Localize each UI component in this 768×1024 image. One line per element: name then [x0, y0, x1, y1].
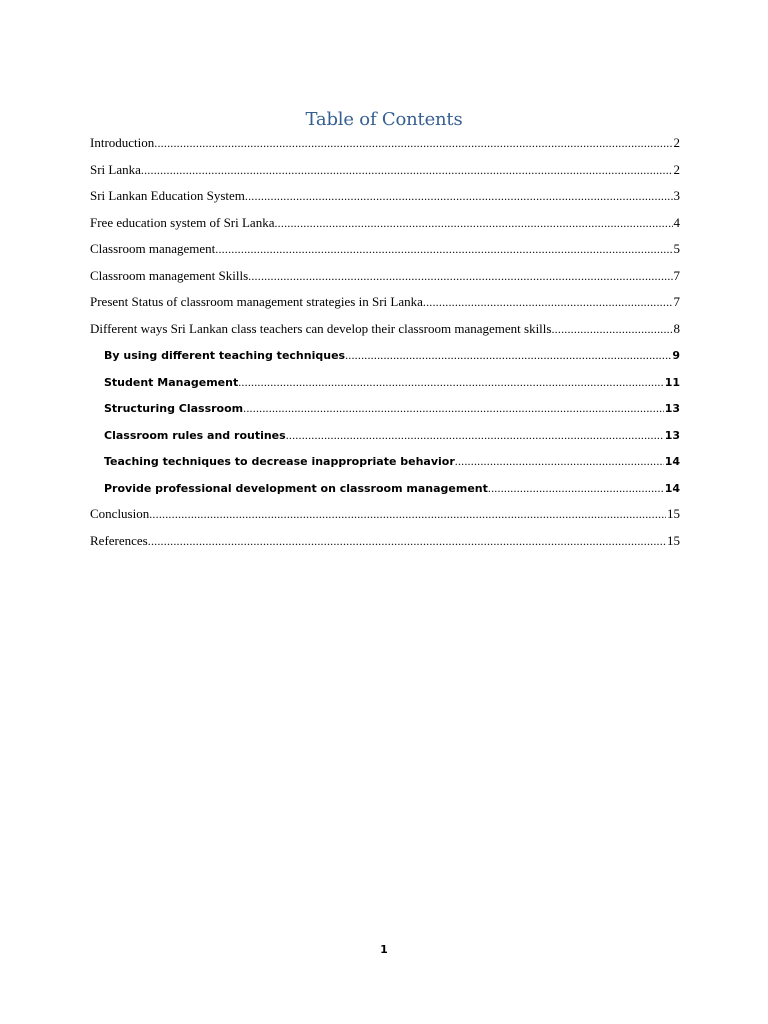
toc-entry-text: Student Management — [104, 375, 239, 389]
toc-entry-rules-routines[interactable] — [90, 425, 680, 452]
toc-dot-leader — [286, 425, 664, 446]
toc-dot-leader — [238, 372, 663, 393]
toc-entry-references[interactable] — [90, 531, 680, 558]
toc-entry-text: Classroom management — [90, 241, 216, 256]
toc-entry-page: 15 — [667, 506, 680, 521]
page-number: 1 — [380, 943, 388, 956]
toc-entry-page: 2 — [673, 135, 680, 150]
toc-entry-text: Structuring Classroom — [104, 402, 244, 415]
toc-entry-classroom-management[interactable] — [90, 239, 680, 266]
toc-dot-leader — [274, 213, 672, 233]
toc-entry-decrease-behavior[interactable] — [90, 451, 680, 478]
toc-dot-leader — [551, 319, 672, 339]
toc-entry-text: By using different teaching techniques — [104, 349, 346, 362]
toc-entry-text: Teaching techniques to decrease inappropriate behavior — [104, 455, 455, 468]
toc-entry-page: 14 — [664, 481, 680, 495]
toc-entry-page: 7 — [673, 294, 680, 309]
toc-entry-text: Classroom management Skills — [90, 267, 249, 283]
toc-entry-conclusion[interactable] — [90, 504, 680, 531]
toc-entry-text: Sri Lankan Education System — [90, 188, 245, 203]
toc-dot-leader — [148, 531, 666, 551]
toc-entry-page: 7 — [673, 267, 680, 283]
toc-entry-text: Classroom rules and routines — [104, 428, 286, 442]
toc-entry-education-system[interactable] — [90, 186, 680, 213]
toc-entry-page: 3 — [673, 188, 680, 203]
toc-entry-page: 14 — [664, 455, 680, 468]
toc-dot-leader — [243, 398, 664, 419]
toc-entry-professional-development[interactable] — [90, 478, 680, 505]
toc-list — [90, 133, 680, 557]
toc-dot-leader — [141, 160, 673, 180]
toc-entry-text: References — [90, 532, 148, 548]
toc-entry-present-status[interactable] — [90, 292, 680, 319]
toc-entry-page: 13 — [664, 402, 680, 415]
toc-dot-leader — [149, 504, 666, 524]
toc-entry-page: 5 — [673, 241, 680, 256]
toc-entry-text: Sri Lanka — [90, 161, 141, 177]
toc-entry-page: 8 — [673, 320, 680, 336]
toc-dot-leader — [248, 266, 672, 286]
toc-dot-leader — [154, 133, 672, 153]
toc-entry-page: 13 — [664, 428, 680, 442]
toc-entry-text: Provide professional development on classroom management — [104, 481, 488, 495]
toc-entry-management-skills[interactable] — [90, 266, 680, 293]
toc-title: Table of Contents — [305, 109, 463, 130]
toc-entry-text: Present Status of classroom management strategies in Sri Lanka — [90, 294, 423, 309]
toc-entry-text: Conclusion — [90, 506, 150, 521]
toc-entry-structuring-classroom[interactable] — [90, 398, 680, 425]
toc-entry-different-ways[interactable] — [90, 319, 680, 346]
toc-entry-page: 11 — [664, 375, 680, 389]
toc-dot-leader — [488, 478, 664, 499]
toc-dot-leader — [245, 186, 673, 206]
toc-entry-teaching-techniques[interactable] — [90, 345, 680, 372]
toc-dot-leader — [423, 292, 673, 312]
toc-entry-text: Different ways Sri Lankan class teachers can develop their classroom management skills — [90, 320, 552, 336]
toc-entry-page: 15 — [667, 532, 680, 548]
toc-dot-leader — [455, 451, 664, 472]
toc-entry-sri-lanka[interactable] — [90, 160, 680, 187]
toc-entry-page: 4 — [673, 214, 680, 230]
toc-entry-page: 2 — [673, 161, 680, 177]
toc-dot-leader — [345, 345, 671, 366]
toc-entry-student-management[interactable] — [90, 372, 680, 399]
toc-entry-free-education[interactable] — [90, 213, 680, 240]
toc-entry-text: Free education system of Sri Lanka — [90, 214, 275, 230]
toc-entry-introduction[interactable] — [90, 133, 680, 160]
toc-entry-text: Introduction — [90, 135, 155, 150]
toc-entry-page: 9 — [672, 349, 680, 362]
toc-dot-leader — [215, 239, 672, 259]
